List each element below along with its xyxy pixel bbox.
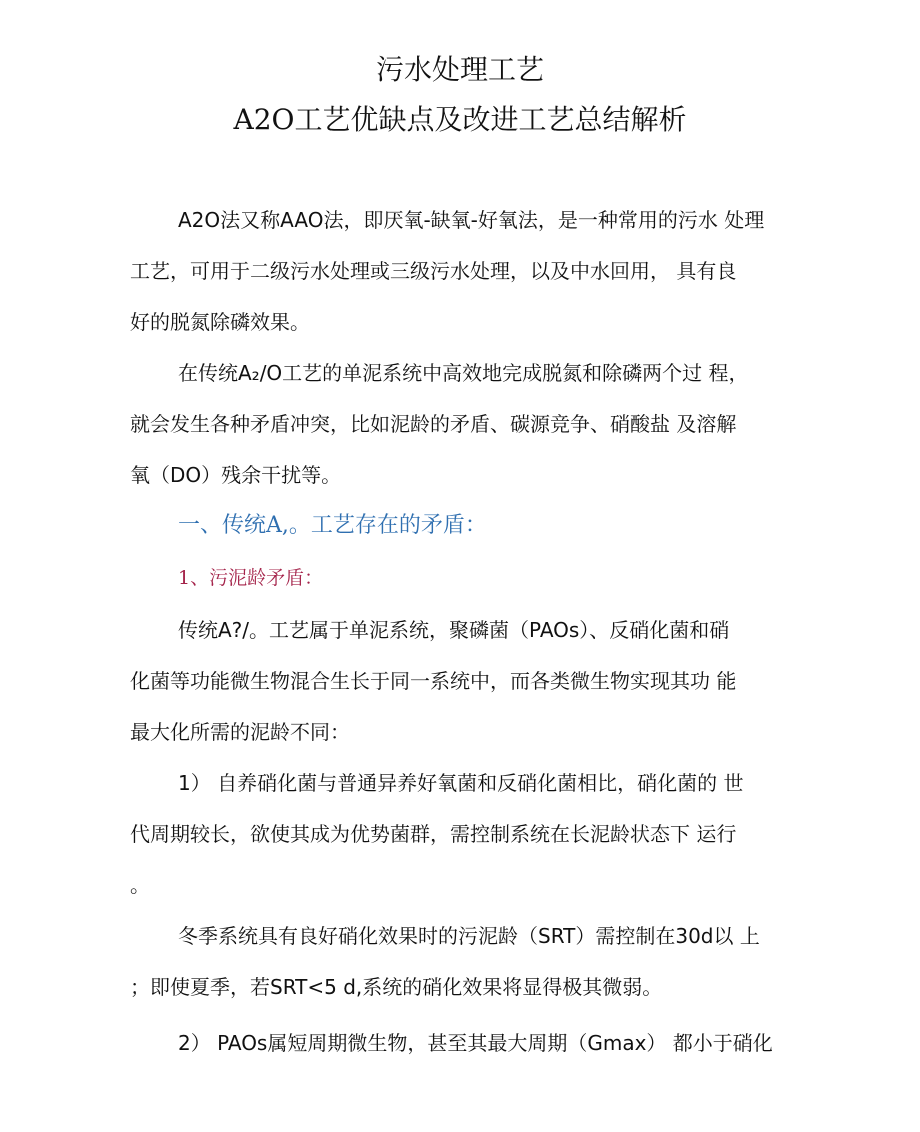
paragraph-2-line-3: 氧（DO）残余干扰等。 <box>130 463 342 487</box>
document-subtitle: A2O工艺优缺点及改进工艺总结解析 <box>233 103 687 136</box>
paragraph-4-line-3: 。 <box>130 873 150 897</box>
paragraph-3-line-3: 最大化所需的泥龄不同： <box>130 720 350 744</box>
section-heading: 一、传统A,。工艺存在的矛盾： <box>178 513 487 538</box>
paragraph-5-line-2: ；即使夏季，若SRT<5 d,系统的硝化效果将显得极其微弱。 <box>130 975 663 999</box>
subsection-heading: 1、污泥龄矛盾： <box>178 567 324 589</box>
document-title: 污水处理工艺 <box>375 53 544 86</box>
paragraph-5-line-1 <box>130 921 780 951</box>
paragraph-2-line-2: 就会发生各种矛盾冲突，比如泥龄的矛盾、碳源竞争、硝酸盐 及溶解 <box>130 412 737 436</box>
paragraph-4-line-2: 代周期较长，欲使其成为优势菌群，需控制系统在长泥龄状态下 运行 <box>130 822 737 846</box>
text-span: 冬季系统具有良好硝化效果时的污泥龄（SRT）需控制在30d以 上 <box>178 924 760 948</box>
paragraph-2-line-1 <box>130 358 780 388</box>
paragraph-3-line-1 <box>130 615 780 645</box>
paragraph-6-line-1 <box>130 1028 780 1058</box>
paragraph-1-line-3: 好的脱氮除磷效果。 <box>130 310 310 334</box>
text-span: A2O法又称AAO法，即厌氧-缺氧-好氧法，是一种常用的污水 处理 <box>178 208 765 232</box>
text-span: 1） 自养硝化菌与普通异养好氧菌和反硝化菌相比，硝化菌的 世 <box>178 771 744 795</box>
text-span: 在传统A₂/O工艺的单泥系统中高效地完成脱氮和除磷两个过 程， <box>178 361 749 385</box>
paragraph-4-line-1 <box>130 768 780 798</box>
paragraph-3-line-2: 化菌等功能微生物混合生长于同一系统中，而各类微生物实现其功 能 <box>130 669 737 693</box>
paragraph-1-line-2: 工艺，可用于二级污水处理或三级污水处理，以及中水回用， 具有良 <box>130 259 737 283</box>
text-span: 传统A?/。工艺属于单泥系统，聚磷菌（PAOs）、反硝化菌和硝 <box>178 618 730 642</box>
text-span: 2） PAOs属短周期微生物，甚至其最大周期（Gmax） 都小于硝化 <box>178 1031 773 1055</box>
paragraph-1-line-1 <box>130 205 780 235</box>
